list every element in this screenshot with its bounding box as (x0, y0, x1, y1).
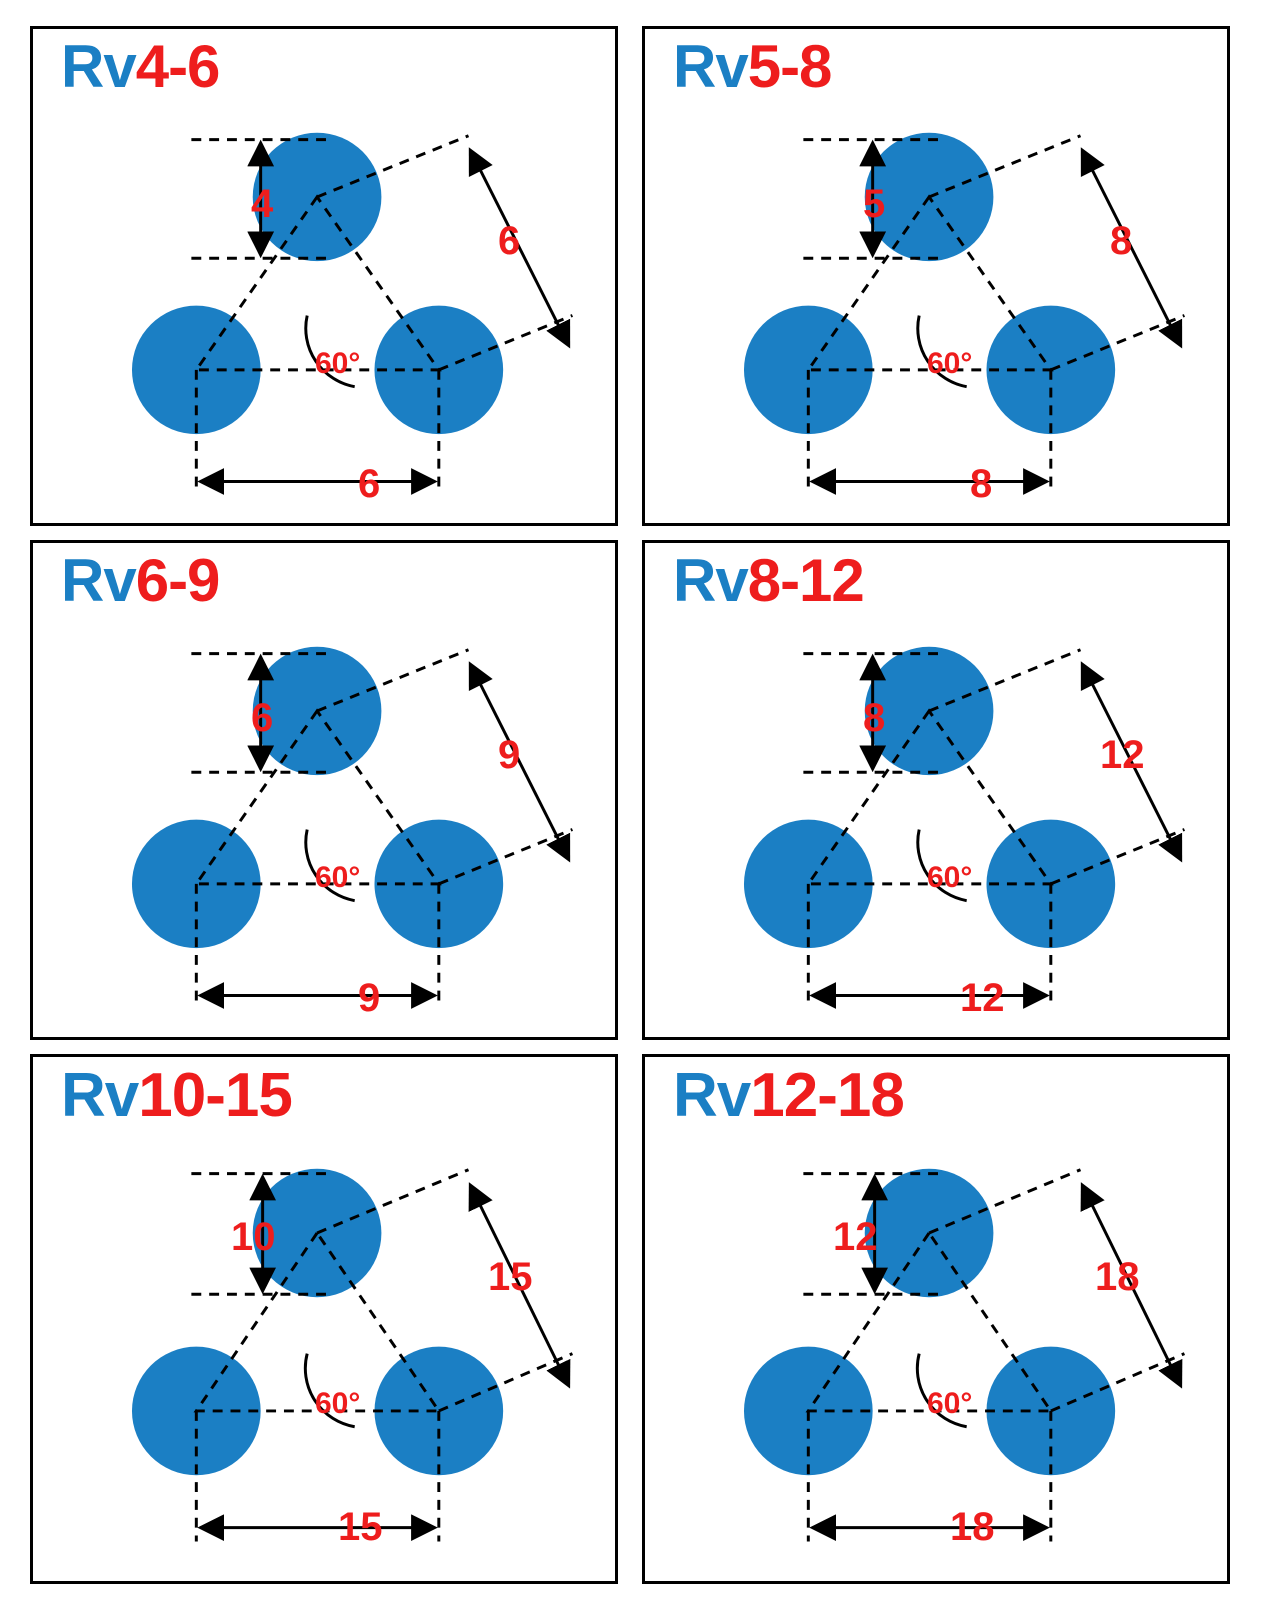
panel-title-size: 4-6 (135, 33, 220, 100)
extension-lines (803, 650, 1184, 1008)
diameter-label: 6 (251, 696, 274, 740)
extension-lines (191, 136, 572, 494)
pitch-label: 6 (358, 462, 381, 506)
hole-pattern-figure (33, 1057, 615, 1581)
pitch-label: 12 (960, 976, 1005, 1020)
panel-title-size: 8-12 (747, 547, 864, 614)
panel-rv10-15 (30, 1054, 618, 1584)
panel-title-size: 5-8 (747, 33, 832, 100)
angle-label: 60° (927, 1387, 973, 1420)
diameter-label: 5 (863, 182, 886, 226)
circles (132, 1169, 503, 1475)
extension-lines (803, 136, 1184, 494)
diagonal-label: 8 (1110, 219, 1133, 263)
hole-pattern-figure (645, 1057, 1227, 1581)
panel-rv8-12 (642, 540, 1230, 1040)
hole-pattern-figure (645, 543, 1227, 1037)
panel-title-prefix: Rv (673, 33, 748, 100)
panel-title-size: 10-15 (138, 1061, 292, 1130)
circles (744, 1169, 1115, 1475)
diagonal-label: 6 (498, 219, 521, 263)
diameter-label: 12 (833, 1215, 878, 1259)
panel-rv12-18 (642, 1054, 1230, 1584)
diagonal-label: 18 (1095, 1255, 1140, 1299)
diameter-label: 4 (251, 182, 274, 226)
circles (132, 647, 503, 948)
hole-pattern-figure (645, 29, 1227, 523)
diameter-label: 8 (863, 696, 886, 740)
angle-label: 60° (927, 861, 973, 894)
angle-label: 60° (927, 347, 973, 380)
panel-title-prefix: Rv (61, 33, 136, 100)
pitch-label: 15 (338, 1505, 383, 1549)
panel-title-size: 6-9 (135, 547, 220, 614)
hole-pattern-figure (33, 543, 615, 1037)
circles (744, 133, 1115, 434)
angle-label: 60° (315, 347, 361, 380)
pitch-label: 18 (950, 1505, 995, 1549)
angle-label: 60° (315, 1387, 361, 1420)
diameter-label: 10 (231, 1215, 276, 1259)
pitch-label: 8 (970, 462, 993, 506)
panel-title-prefix: Rv (673, 547, 748, 614)
extension-lines (191, 650, 572, 1008)
diagonal-label: 12 (1100, 733, 1145, 777)
circles (744, 647, 1115, 948)
panel-rv4-6 (30, 26, 618, 526)
panel-title-size: 12-18 (750, 1061, 904, 1130)
angle-label: 60° (315, 861, 361, 894)
circles (132, 133, 503, 434)
pitch-label: 9 (358, 976, 381, 1020)
diagonal-label: 9 (498, 733, 521, 777)
panel-title-prefix: Rv (61, 1061, 139, 1130)
diagonal-label: 15 (488, 1255, 533, 1299)
panel-rv5-8 (642, 26, 1230, 526)
panel-title-prefix: Rv (61, 547, 136, 614)
panel-title-prefix: Rv (673, 1061, 751, 1130)
panel-rv6-9 (30, 540, 618, 1040)
hole-pattern-figure (33, 29, 615, 523)
